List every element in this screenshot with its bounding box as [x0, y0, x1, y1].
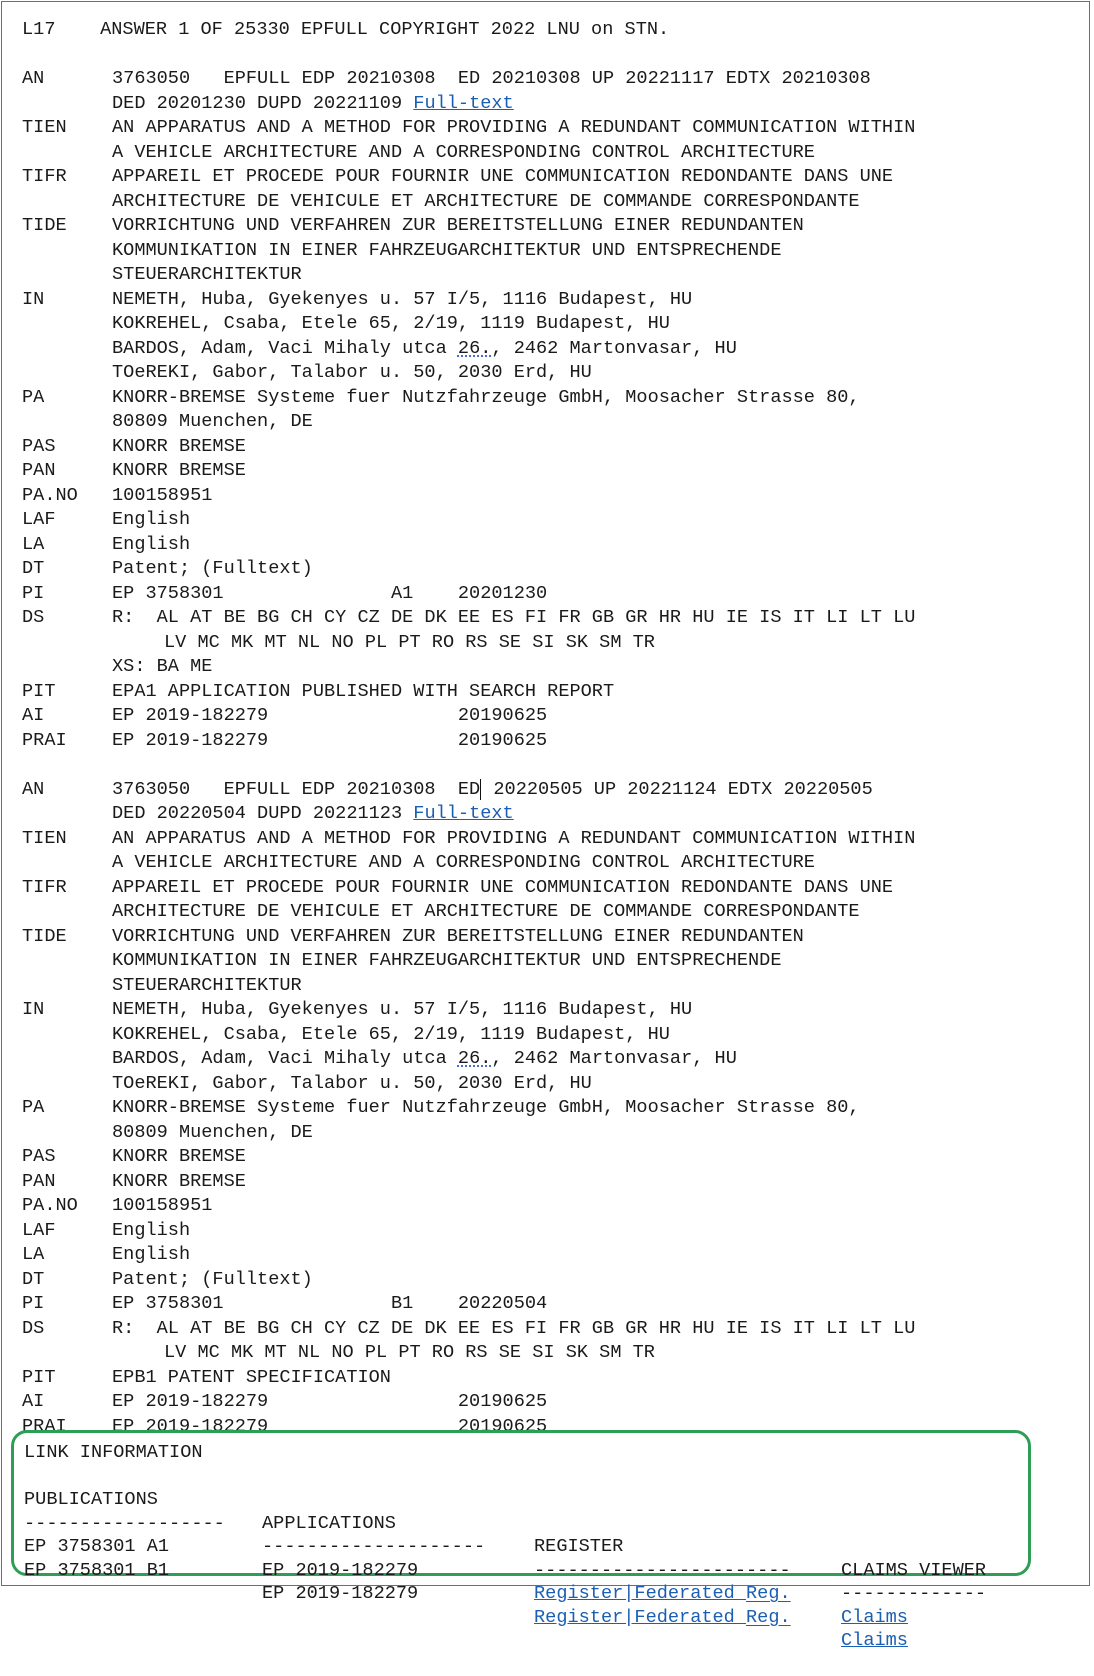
- publication-number: EP 3758301 A1: [24, 1536, 170, 1557]
- ded-value: DED 20201230 DUPD 20221109: [112, 92, 414, 114]
- field-tag-tifr: TIFR: [22, 876, 67, 898]
- title-de: VORRICHTUNG UND VERFAHREN ZUR BEREITSTELLUNG EINER REDUNDANTEN: [112, 925, 804, 947]
- title-en-cont: A VEHICLE ARCHITECTURE AND A CORRESPONDING CONTROL ARCHITECTURE: [112, 141, 815, 163]
- field-tag-la: LA: [22, 533, 45, 555]
- laf-value: English: [112, 1219, 191, 1241]
- register-link: [534, 1582, 791, 1606]
- dt-value: Patent; (Fulltext): [112, 558, 313, 579]
- separator-claims-viewer: -------------: [841, 1583, 987, 1604]
- field-tag-prai: PRAI: [22, 729, 67, 751]
- ds-value: R: AL AT BE BG CH CY CZ DE DK EE ES FI FR GB GR HR HU IE IS IT LI LT LU: [112, 607, 916, 628]
- inventor-2: KOKREHEL, Csaba, Etele 65, 2/19, 1119 Budapest, HU: [112, 1023, 670, 1045]
- full-text-link[interactable]: Full-text: [413, 803, 514, 824]
- answer-header: L17 ANSWER 1 OF 25330 EPFULL COPYRIGHT 2022 LNU on STN.: [22, 19, 670, 40]
- register-federated-link[interactable]: Register|Federated: [534, 1606, 747, 1628]
- field-tag-tien: TIEN: [22, 827, 67, 849]
- an-value: 3763050 EPFULL EDP 20210308 ED 20220505 UP 20221124 EDTX 20220505: [112, 778, 873, 800]
- title-de-cont: KOMMUNIKATION IN EINER FAHRZEUGARCHITEKTUR UND ENTSPRECHENDE: [112, 950, 782, 971]
- field-tag-pa: PA: [22, 386, 45, 408]
- field-tag-tien: TIEN: [22, 117, 67, 138]
- field-tag-an: AN: [22, 68, 45, 89]
- claims-link[interactable]: Claims: [841, 1630, 908, 1651]
- field-tag-dt: DT: [22, 558, 45, 579]
- field-tag-in: IN: [22, 288, 45, 310]
- stn-record-display: [22, 18, 1082, 1439]
- claims-link[interactable]: Claims: [841, 1606, 908, 1628]
- inventor-3: BARDOS, Adam, Vaci Mihaly utca 26., 2462 Martonvasar, HU: [112, 1048, 737, 1069]
- field-tag-prai: PRAI: [22, 1415, 67, 1437]
- link-information-box: [11, 1430, 1031, 1651]
- patent-assignee-cont: 80809 Muenchen, DE: [112, 1121, 313, 1143]
- field-tag-pi: PI: [22, 1293, 45, 1314]
- inventor-1: NEMETH, Huba, Gyekenyes u. 57 I/5, 1116 Budapest, HU: [112, 999, 693, 1020]
- title-fr-cont: ARCHITECTURE DE VEHICULE ET ARCHITECTURE DE COMMANDE CORRESPONDANTE: [112, 190, 860, 212]
- ded-value: DED 20220504 DUPD 20221123: [112, 803, 414, 824]
- ai-value: EP 2019-182279 20190625: [112, 705, 548, 726]
- field-tag-tide: TIDE: [22, 925, 67, 947]
- inventor-3: BARDOS, Adam, Vaci Mihaly utca 26., 2462 Martonvasar, HU: [112, 337, 737, 359]
- field-tag-ai: AI: [22, 1391, 45, 1412]
- page-frame: [1, 1, 1090, 1651]
- pit-value: EPB1 PATENT SPECIFICATION: [112, 1366, 391, 1388]
- pas-value: KNORR BREMSE: [112, 435, 246, 457]
- inventor-4: TOeREKI, Gabor, Talabor u. 50, 2030 Erd, HU: [112, 1072, 592, 1094]
- title-en: AN APPARATUS AND A METHOD FOR PROVIDING A REDUNDANT COMMUNICATION WITHIN: [112, 827, 916, 849]
- title-de-cont2: STEUERARCHITEKTUR: [112, 974, 302, 996]
- la-value: English: [112, 533, 191, 555]
- register-reg-link[interactable]: Reg.: [746, 1583, 791, 1604]
- ds-value-cont: LV MC MK MT NL NO PL PT RO RS SE SI SK SM TR: [164, 1342, 655, 1363]
- field-tag-pan: PAN: [22, 460, 56, 481]
- field-tag-pa: PA: [22, 1097, 45, 1118]
- col-header-publications: PUBLICATIONS: [24, 1489, 158, 1510]
- field-tag-pas: PAS: [22, 1146, 56, 1167]
- ds-value-cont: LV MC MK MT NL NO PL PT RO RS SE SI SK SM TR: [164, 631, 655, 653]
- field-tag-dt: DT: [22, 1268, 45, 1290]
- title-en: AN APPARATUS AND A METHOD FOR PROVIDING A REDUNDANT COMMUNICATION WITHIN: [112, 117, 916, 138]
- inventor-2: KOKREHEL, Csaba, Etele 65, 2/19, 1119 Budapest, HU: [112, 313, 670, 334]
- field-tag-pas: PAS: [22, 435, 56, 457]
- record-1: [22, 67, 1082, 753]
- pi-value: EP 3758301 B1 20220504: [112, 1293, 548, 1314]
- field-tag-in: IN: [22, 999, 45, 1020]
- field-tag-laf: LAF: [22, 509, 56, 530]
- col-header-register: REGISTER: [534, 1536, 624, 1557]
- field-tag-pit: PIT: [22, 680, 56, 702]
- inventor-1: NEMETH, Huba, Gyekenyes u. 57 I/5, 1116 Budapest, HU: [112, 288, 693, 310]
- field-tag-ds: DS: [22, 607, 45, 628]
- an-value: 3763050 EPFULL EDP 20210308 ED 20210308 UP 20221117 EDTX 20210308: [112, 68, 871, 89]
- field-tag-pi: PI: [22, 582, 45, 604]
- publication-number: EP 3758301 B1: [24, 1559, 170, 1581]
- inventor-4: TOeREKI, Gabor, Talabor u. 50, 2030 Erd, HU: [112, 362, 592, 383]
- field-tag-ds: DS: [22, 1317, 45, 1339]
- field-tag-tifr: TIFR: [22, 166, 67, 187]
- register-link: [534, 1606, 791, 1630]
- title-en-cont: A VEHICLE ARCHITECTURE AND A CORRESPONDING CONTROL ARCHITECTURE: [112, 852, 815, 873]
- register-federated-link[interactable]: Register|Federated: [534, 1583, 747, 1604]
- register-reg-link[interactable]: Reg.: [746, 1606, 791, 1628]
- title-de-cont: KOMMUNIKATION IN EINER FAHRZEUGARCHITEKTUR UND ENTSPRECHENDE: [112, 239, 782, 261]
- record-2: [22, 778, 1082, 1440]
- ds-value: R: AL AT BE BG CH CY CZ DE DK EE ES FI FR GB GR HR HU IE IS IT LI LT LU: [112, 1317, 916, 1339]
- separator-register: -----------------------: [534, 1559, 791, 1581]
- pi-value: EP 3758301 A1 20201230: [112, 582, 548, 604]
- application-number: EP 2019-182279: [262, 1583, 419, 1604]
- title-de-cont2: STEUERARCHITEKTUR: [112, 264, 302, 285]
- patent-assignee-cont: 80809 Muenchen, DE: [112, 411, 313, 432]
- pit-value: EPA1 APPLICATION PUBLISHED WITH SEARCH REPORT: [112, 680, 615, 702]
- separator-publications: ------------------: [24, 1512, 225, 1534]
- field-tag-pano: PA.NO: [22, 1195, 78, 1216]
- field-tag-an: AN: [22, 778, 45, 800]
- title-de: VORRICHTUNG UND VERFAHREN ZUR BEREITSTELLUNG EINER REDUNDANTEN: [112, 215, 804, 236]
- full-text-link[interactable]: Full-text: [413, 92, 514, 114]
- title-fr: APPAREIL ET PROCEDE POUR FOURNIR UNE COMMUNICATION REDONDANTE DANS UNE: [112, 166, 894, 187]
- title-fr: APPAREIL ET PROCEDE POUR FOURNIR UNE COMMUNICATION REDONDANTE DANS UNE: [112, 876, 894, 898]
- title-fr-cont: ARCHITECTURE DE VEHICULE ET ARCHITECTURE DE COMMANDE CORRESPONDANTE: [112, 901, 860, 922]
- field-tag-pit: PIT: [22, 1366, 56, 1388]
- field-tag-tide: TIDE: [22, 215, 67, 236]
- prai-value: EP 2019-182279 20190625: [112, 729, 548, 751]
- pan-value: KNORR BREMSE: [112, 1170, 246, 1192]
- separator-applications: --------------------: [262, 1536, 486, 1557]
- field-tag-pano: PA.NO: [22, 484, 78, 506]
- laf-value: English: [112, 509, 191, 530]
- application-number: EP 2019-182279: [262, 1559, 419, 1581]
- field-tag-la: LA: [22, 1244, 45, 1265]
- patent-assignee: KNORR-BREMSE Systeme fuer Nutzfahrzeuge GmbH, Moosacher Strasse 80,: [112, 1097, 860, 1118]
- patent-assignee: KNORR-BREMSE Systeme fuer Nutzfahrzeuge GmbH, Moosacher Strasse 80,: [112, 386, 860, 408]
- dt-value: Patent; (Fulltext): [112, 1268, 313, 1290]
- field-tag-ai: AI: [22, 705, 45, 726]
- pas-value: KNORR BREMSE: [112, 1146, 246, 1167]
- field-tag-pan: PAN: [22, 1170, 56, 1192]
- col-header-applications: APPLICATIONS: [262, 1512, 396, 1534]
- ds-xs-value: XS: BA ME: [112, 656, 213, 677]
- col-header-claims-viewer: CLAIMS VIEWER: [841, 1559, 987, 1581]
- pan-value: KNORR BREMSE: [112, 460, 246, 481]
- ai-value: EP 2019-182279 20190625: [112, 1391, 548, 1412]
- field-tag-laf: LAF: [22, 1219, 56, 1241]
- pano-value: 100158951: [112, 1195, 213, 1216]
- link-info-title: LINK INFORMATION: [24, 1442, 203, 1463]
- pano-value: 100158951: [112, 484, 213, 506]
- prai-value: EP 2019-182279 20190625: [112, 1415, 548, 1437]
- la-value: English: [112, 1244, 191, 1265]
